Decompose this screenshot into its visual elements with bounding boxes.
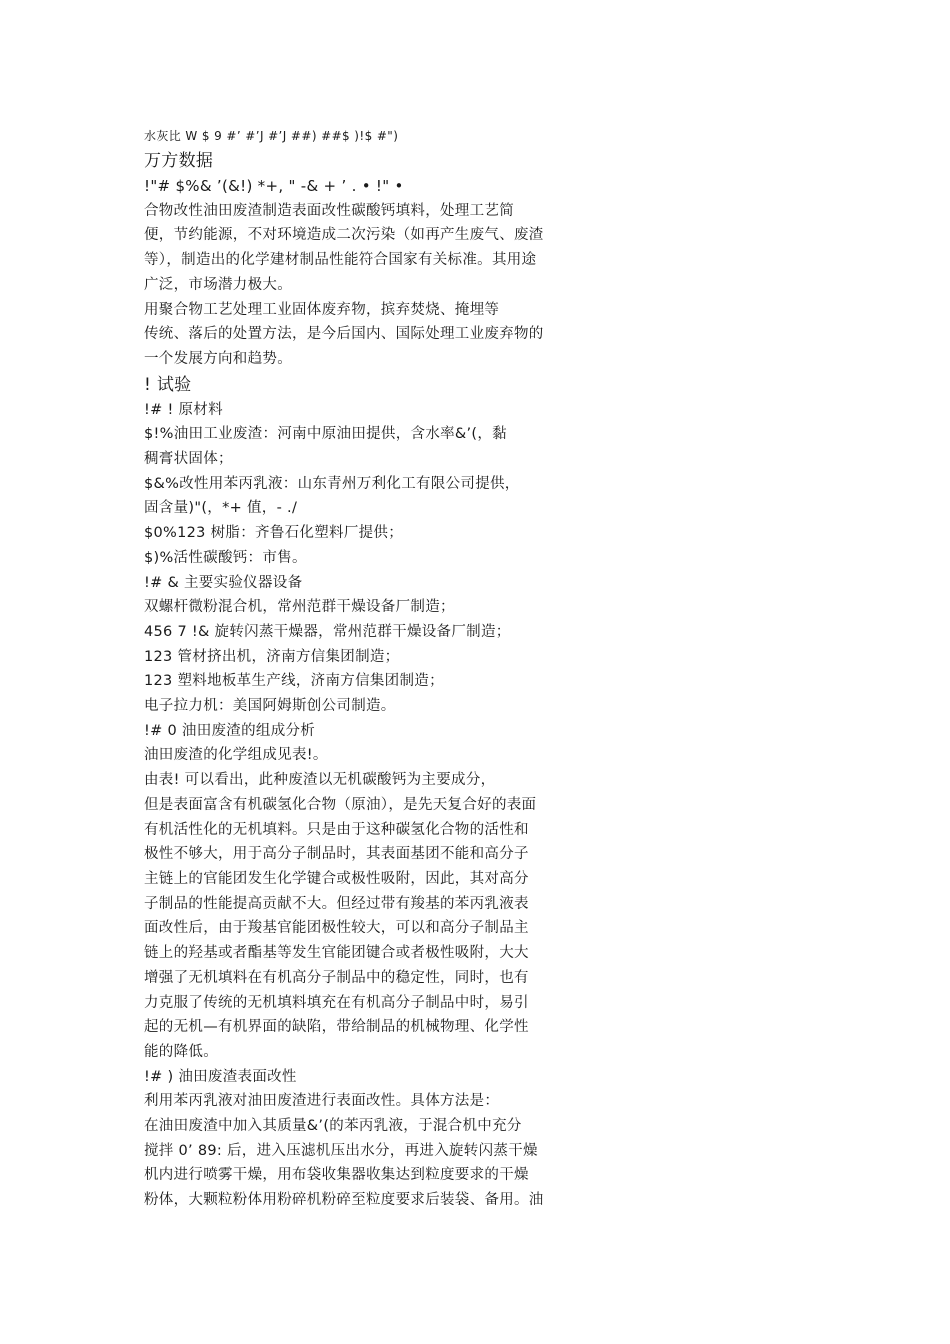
section-heading: ! 试验 <box>144 374 192 395</box>
paragraph-line: 有机活性化的无机填料。只是由于这种碳氢化合物的活性和 <box>144 821 529 838</box>
paragraph-line: 能的降低。 <box>144 1043 218 1060</box>
equipment-line: 456 7 !& 旋转闪蒸干燥器，常州范群干燥设备厂制造； <box>144 623 511 640</box>
list-item-line: 稠膏状固体； <box>144 451 233 468</box>
paragraph-line: 在油田废渣中加入其质量&’(的苯丙乳液，于混合机中充分 <box>144 1118 522 1135</box>
paragraph-line: 粉体，大颗粒粉体用粉碎机粉碎至粒度要求后装袋、备用。油 <box>144 1192 544 1209</box>
paragraph-line: 力克服了传统的无机填料填充在有机高分子制品中时，易引 <box>144 994 529 1011</box>
subsection-heading: !# ! 原材料 <box>144 401 223 418</box>
paragraph-line: 油田废渣的化学组成见表!。 <box>144 747 328 764</box>
paragraph-line: 一个发展方向和趋势。 <box>144 350 292 367</box>
list-item-line: $!%油田工业废渣：河南中原油田提供，含水率&’(，黏 <box>144 426 507 443</box>
header-garbled-line: !"# $%& ’(&!) *+, " -& + ’ . • !" • <box>144 177 404 195</box>
subsection-heading: !# & 主要实验仪器设备 <box>144 574 303 591</box>
list-item-line: $)%活性碳酸钙：市售。 <box>144 549 307 566</box>
subsection-heading: !# 0 油田废渣的组成分析 <box>144 722 316 739</box>
paragraph-line: 子制品的性能提高贡献不大。但经过带有羧基的苯丙乳液表 <box>144 895 529 912</box>
paragraph-line: 等），制造出的化学建材制品性能符合国家有关标准。其用途 <box>144 252 537 269</box>
paragraph-line: 由表! 可以看出，此种废渣以无机碳酸钙为主要成分， <box>144 772 496 789</box>
paragraph-line: 便，节约能源，不对环境造成二次污染（如再产生废气、废渣 <box>144 227 544 244</box>
paragraph-line: 搅拌 0’ 89: 后，进入压滤机压出水分，再进入旋转闪蒸干燥 <box>144 1142 538 1159</box>
equipment-line: 123 管材挤出机，济南方信集团制造； <box>144 648 400 665</box>
paragraph-line: 增强了无机填料在有机高分子制品中的稳定性，同时，也有 <box>144 969 529 986</box>
list-item-line: $&%改性用苯丙乳液：山东青州万利化工有限公司提供， <box>144 475 520 492</box>
paragraph-line: 极性不够大，用于高分子制品时，其表面基团不能和高分子 <box>144 846 529 863</box>
equipment-line: 123 塑料地板革生产线，济南方信集团制造； <box>144 673 444 690</box>
table-fragment-line: 水灰比 W $ 9 #’ #’J #’J ##) ##$ )!$ #") <box>144 129 399 143</box>
list-item-line: $0%123 树脂：齐鲁石化塑料厂提供； <box>144 525 404 542</box>
paragraph-line: 机内进行喷雾干燥，用布袋收集器收集达到粒度要求的干燥 <box>144 1167 529 1184</box>
paragraph-line: 起的无机—有机界面的缺陷，带给制品的机械物理、化学性 <box>144 1019 529 1036</box>
paragraph-line: 用聚合物工艺处理工业固体废弃物，摈弃焚烧、掩埋等 <box>144 301 500 318</box>
paragraph-line: 合物改性油田废渣制造表面改性碳酸钙填料，处理工艺简 <box>144 202 514 219</box>
paragraph-line: 链上的羟基或者酯基等发生官能团键合或者极性吸附，大大 <box>144 945 529 962</box>
paragraph-line: 广泛，市场潜力极大。 <box>144 276 292 293</box>
equipment-line: 电子拉力机：美国阿姆斯创公司制造。 <box>144 698 396 715</box>
paragraph-line: 主链上的官能团发生化学键合或极性吸附，因此，其对高分 <box>144 870 529 887</box>
subsection-heading: !# ) 油田废渣表面改性 <box>144 1068 297 1085</box>
paragraph-line: 利用苯丙乳液对油田废渣进行表面改性。具体方法是： <box>144 1093 500 1110</box>
document-body <box>144 124 604 1213</box>
paragraph-line: 但是表面富含有机碳氢化合物（原油），是先天复合好的表面 <box>144 796 537 813</box>
paragraph-line: 传统、落后的处置方法，是今后国内、国际处理工业废弃物的 <box>144 326 544 343</box>
watermark-text: 万方数据 <box>144 151 214 171</box>
equipment-line: 双螺杆微粉混合机，常州范群干燥设备厂制造； <box>144 599 455 616</box>
paragraph-line: 面改性后，由于羧基官能团极性较大，可以和高分子制品主 <box>144 920 529 937</box>
list-item-line: 固含量)"(，*+ 值，- ./ <box>144 500 298 517</box>
